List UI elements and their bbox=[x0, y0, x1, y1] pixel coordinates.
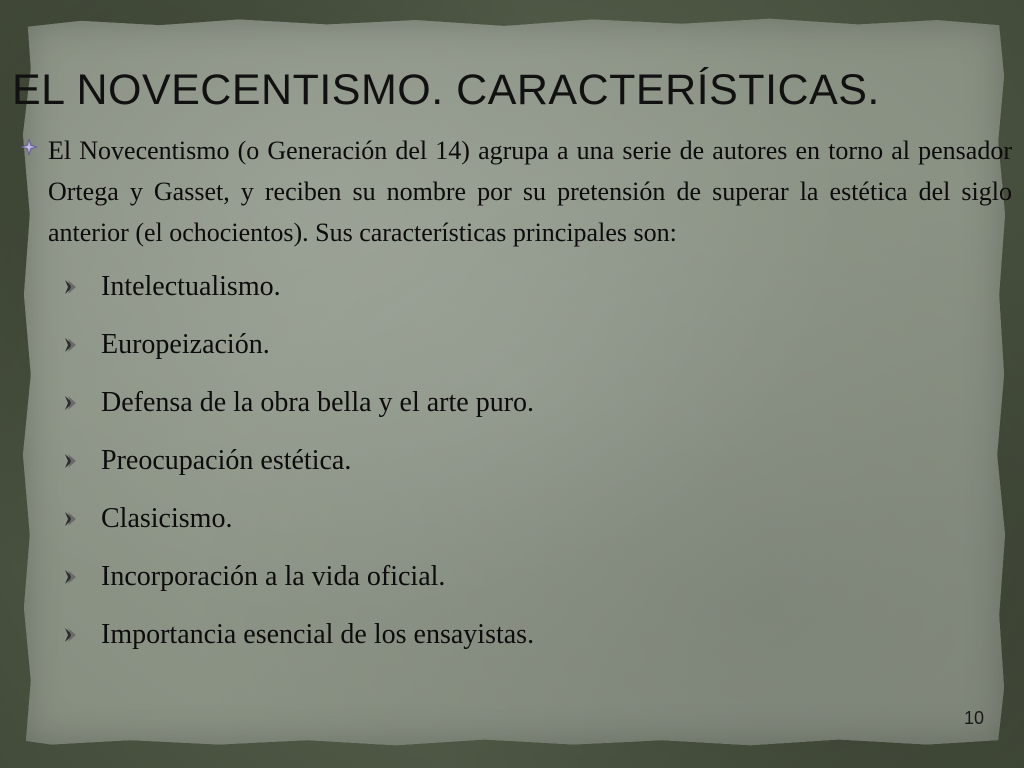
list-item bbox=[63, 499, 1012, 557]
characteristics-list bbox=[18, 267, 1012, 673]
intro-paragraph bbox=[18, 130, 1012, 253]
list-item-text: Importancia esencial de los ensayistas. bbox=[101, 619, 535, 650]
chevron-right-icon bbox=[63, 395, 77, 411]
chevron-right-icon bbox=[63, 627, 77, 643]
list-item bbox=[63, 383, 1012, 441]
slide-content bbox=[18, 130, 1012, 673]
page-number: 10 bbox=[964, 708, 985, 728]
list-item-text: Clasicismo. bbox=[101, 503, 233, 534]
list-item bbox=[63, 615, 1012, 673]
list-item-text: Europeización. bbox=[101, 329, 270, 360]
list-item bbox=[63, 441, 1012, 499]
intro-text: El Novecentismo (o Generación del 14) agrupa a una serie de autores en torno al pensador Ortega y Gasset, y reciben su nombre por su pretensión de superar la estética del siglo anterior (el ochocientos). Sus características principales son: bbox=[48, 136, 1012, 247]
list-item-text: Defensa de la obra bella y el arte puro. bbox=[101, 387, 535, 418]
chevron-right-icon bbox=[63, 569, 77, 585]
chevron-right-icon bbox=[63, 279, 77, 295]
chevron-right-icon bbox=[63, 453, 77, 469]
chevron-right-icon bbox=[63, 511, 77, 527]
diamond-bullet-icon bbox=[21, 139, 37, 155]
list-item-text: Intelectualismo. bbox=[101, 271, 281, 302]
slide-title: EL NOVECENTISMO. CARACTERÍSTICAS. bbox=[12, 66, 880, 114]
chevron-right-icon bbox=[63, 337, 77, 353]
list-item bbox=[63, 267, 1012, 325]
list-item bbox=[63, 325, 1012, 383]
list-item bbox=[63, 557, 1012, 615]
list-item-text: Incorporación a la vida oficial. bbox=[101, 561, 446, 592]
list-item-text: Preocupación estética. bbox=[101, 445, 352, 476]
